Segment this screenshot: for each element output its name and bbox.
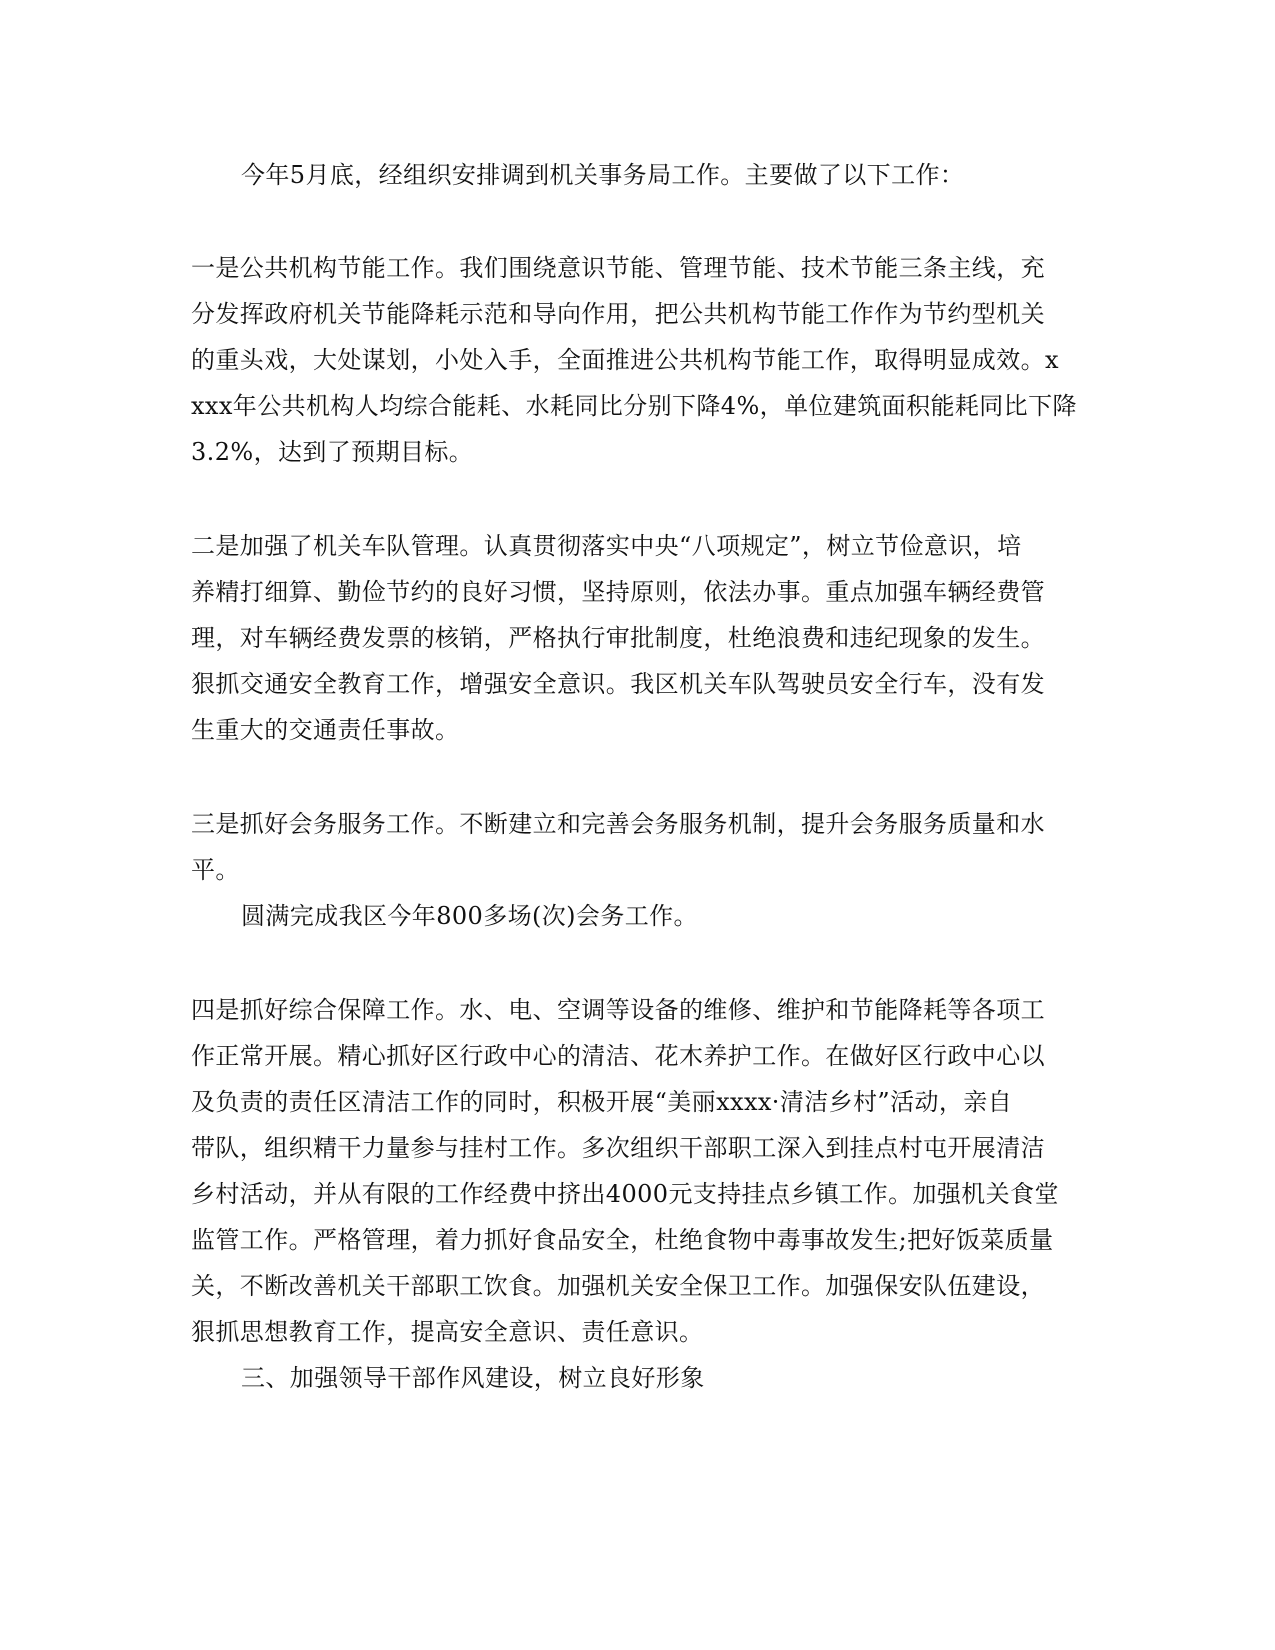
section-4-line-8: 狠抓思想教育工作，提高安全意识、责任意识。 xyxy=(191,1318,704,1346)
section-2-line-5: 生重大的交通责任事故。 xyxy=(191,716,460,744)
section-3-line-1: 三是抓好会务服务工作。不断建立和完善会务服务机制，提升会务服务质量和水 xyxy=(191,810,1045,838)
section-3-followup: 圆满完成我区今年800多场(次)会务工作。 xyxy=(241,902,698,930)
intro-line: 今年5月底，经组织安排调到机关事务局工作。主要做了以下工作： xyxy=(241,161,965,189)
section-1-line-5: 3.2%，达到了预期目标。 xyxy=(191,438,474,466)
section-3-line-2: 平。 xyxy=(191,856,240,884)
section-heading-3: 三、加强领导干部作风建设，树立良好形象 xyxy=(241,1364,705,1392)
section-1-line-1: 一是公共机构节能工作。我们围绕意识节能、管理节能、技术节能三条主线，充 xyxy=(191,254,1045,282)
section-4-line-1: 四是抓好综合保障工作。水、电、空调等设备的维修、维护和节能降耗等各项工 xyxy=(191,996,1045,1024)
section-2-line-4: 狠抓交通安全教育工作，增强安全意识。我区机关车队驾驶员安全行车，没有发 xyxy=(191,670,1045,698)
section-2-line-3: 理，对车辆经费发票的核销，严格执行审批制度，杜绝浪费和违纪现象的发生。 xyxy=(191,624,1045,652)
section-1-line-2: 分发挥政府机关节能降耗示范和导向作用，把公共机构节能工作作为节约型机关 xyxy=(191,300,1045,328)
section-2-line-1: 二是加强了机关车队管理。认真贯彻落实中央“八项规定”，树立节俭意识，培 xyxy=(191,532,1022,560)
section-4-line-3: 及负责的责任区清洁工作的同时，积极开展“美丽xxxx·清洁乡村”活动，亲自 xyxy=(191,1088,1013,1116)
section-4-line-5: 乡村活动，并从有限的工作经费中挤出4000元支持挂点乡镇工作。加强机关食堂 xyxy=(191,1180,1059,1208)
section-4-line-7: 关，不断改善机关干部职工饮食。加强机关安全保卫工作。加强保安队伍建设， xyxy=(191,1272,1045,1300)
section-1-line-3: 的重头戏，大处谋划，小处入手，全面推进公共机构节能工作，取得明显成效。x xyxy=(191,346,1059,374)
section-4-line-6: 监管工作。严格管理，着力抓好食品安全，杜绝食物中毒事故发生;把好饭菜质量 xyxy=(191,1226,1054,1254)
section-2-line-2: 养精打细算、勤俭节约的良好习惯，坚持原则，依法办事。重点加强车辆经费管 xyxy=(191,578,1045,606)
section-4-line-4: 带队，组织精干力量参与挂村工作。多次组织干部职工深入到挂点村屯开展清洁 xyxy=(191,1134,1045,1162)
section-1-line-4: xxx年公共机构人均综合能耗、水耗同比分别下降4%，单位建筑面积能耗同比下降 xyxy=(191,392,1077,420)
section-4-line-2: 作正常开展。精心抓好区行政中心的清洁、花木养护工作。在做好区行政中心以 xyxy=(191,1042,1045,1070)
